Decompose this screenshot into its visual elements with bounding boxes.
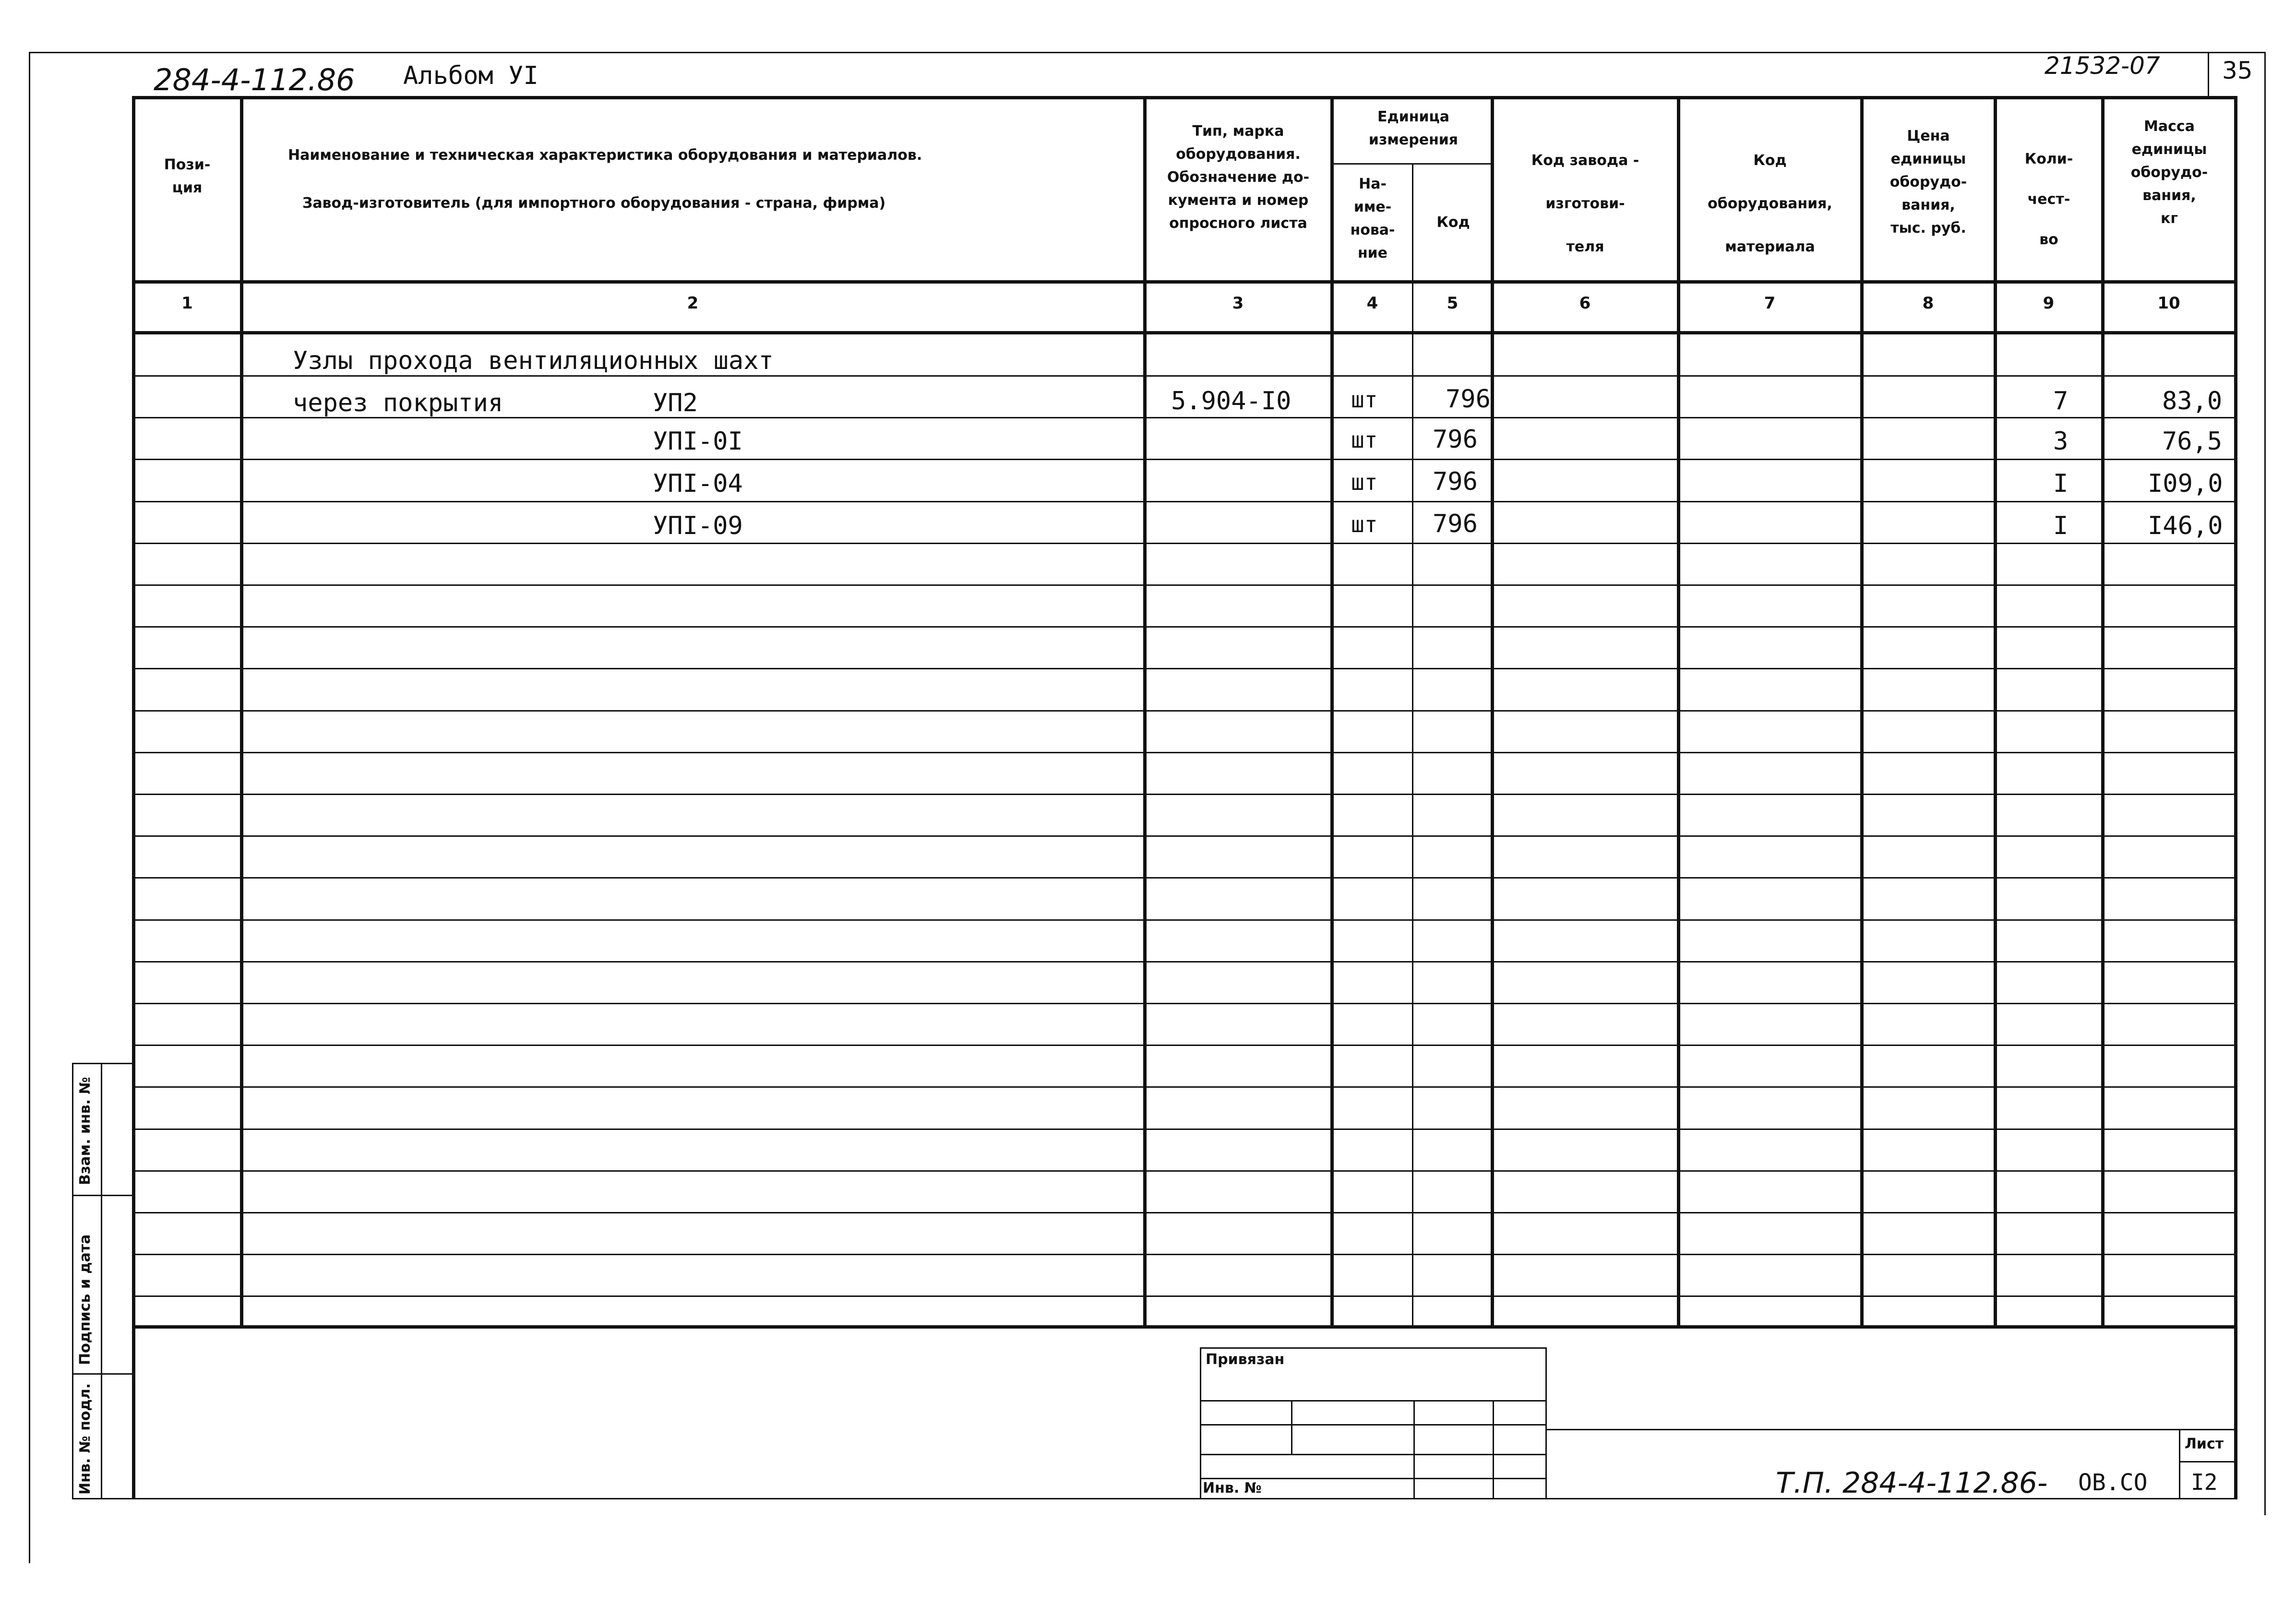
stamp-privyazan-label: Привязан: [1206, 1351, 1285, 1368]
header-c10: Масса единицы оборудо- вания, кг: [2130, 118, 2208, 227]
stamp-col-1: [1291, 1400, 1292, 1454]
row-5-qty: І: [2053, 511, 2069, 540]
side-strip-top: [72, 1063, 132, 1064]
row-3-unit: шт: [1351, 427, 1378, 453]
row-divider: [134, 1086, 2236, 1088]
row-5-mark: УПІ-09: [653, 511, 743, 540]
header-bottom: [132, 280, 2236, 284]
row-3-mark: УПІ-0І: [653, 427, 743, 456]
row-divider: [134, 1003, 2236, 1004]
row-divider: [134, 584, 2236, 586]
row-divider: [134, 710, 2236, 712]
stamp-privyazan-right: [1545, 1347, 1547, 1498]
row-divider: [134, 1295, 2236, 1297]
row-5-mass: І46,0: [2148, 511, 2223, 540]
title-suffix: ОВ.СО: [2078, 1469, 2148, 1496]
numbers-bottom: [132, 331, 2236, 334]
row-divider: [134, 961, 2236, 962]
row-divider: [134, 877, 2236, 879]
unit-group-divider: [1330, 163, 1491, 165]
side-label-vzam: Взам. инв. №: [77, 1077, 94, 1185]
stamp-privyazan-top: [1200, 1347, 1545, 1349]
row-divider: [134, 501, 2236, 502]
table-top: [132, 96, 2236, 99]
list-box-left: [2179, 1429, 2180, 1498]
col-number-7: 7: [1764, 294, 1776, 313]
row-divider: [134, 459, 2236, 460]
col-number-8: 8: [1922, 294, 1934, 313]
doc-code: 284-4-112.86: [154, 62, 355, 97]
row-4-qty: І: [2053, 469, 2069, 498]
side-strip-div2: [72, 1373, 132, 1375]
side-label-podpis: Подпись и дата: [77, 1234, 94, 1365]
list-box-divider: [2179, 1461, 2234, 1462]
title-block-top: [1545, 1429, 2234, 1430]
col-number-3: 3: [1232, 294, 1244, 313]
row-1-name: Узлы прохода вентиляционных шахт: [293, 346, 774, 375]
stamp-inv-label: Инв. №: [1203, 1480, 1262, 1497]
header-c1: Пози- ция: [164, 156, 211, 196]
row-2-name: через покрытия: [293, 389, 503, 417]
frame-left: [29, 52, 30, 1563]
header-c5: Код: [1436, 214, 1470, 231]
header-c3: Тип, марка оборудования. Обозначение до- кумента и номер опросного листа: [1167, 123, 1310, 232]
col-number-2: 2: [687, 294, 699, 313]
row-4-mass: І09,0: [2148, 469, 2223, 498]
sheet-number: 35: [2222, 57, 2253, 84]
header-c2-line1: Наименование и техническая характеристика оборудования и материалов.: [288, 147, 922, 164]
col-number-6: 6: [1579, 294, 1591, 313]
sheet-box-divider: [2208, 52, 2209, 96]
col-number-4: 4: [1366, 294, 1378, 313]
row-divider: [134, 1170, 2236, 1172]
row-2-mass: 83,0: [2162, 387, 2223, 416]
row-3-code: 796: [1433, 425, 1478, 454]
header-c9: Коли- чест- во: [2024, 151, 2073, 248]
col-number-10: 10: [2157, 294, 2180, 313]
row-2-code: 796: [1446, 385, 1491, 414]
row-divider: [134, 543, 2236, 544]
row-divider: [134, 1254, 2236, 1255]
row-divider: [134, 626, 2236, 628]
row-divider: [134, 1212, 2236, 1213]
row-2-qty: 7: [2053, 387, 2069, 416]
stamp-col-2: [1413, 1400, 1415, 1498]
row-divider: [134, 1045, 2236, 1046]
row-divider: [134, 835, 2236, 837]
row-2-unit: шт: [1351, 387, 1378, 413]
archive-number: 21532-07: [2045, 52, 2160, 80]
row-divider: [134, 1129, 2236, 1130]
header-c6: Код завода - изготови- теля: [1531, 152, 1639, 255]
row-4-unit: шт: [1351, 469, 1378, 495]
header-c8: Цена единицы оборудо- вания, тыс. руб.: [1889, 128, 1967, 237]
row-divider: [134, 919, 2236, 921]
col-border-4: [1412, 163, 1413, 1327]
row-2-doc: 5.904-I0: [1171, 387, 1292, 416]
side-strip-mid: [101, 1063, 102, 1499]
header-c7: Код оборудования, материала: [1708, 152, 1832, 255]
row-divider: [134, 668, 2236, 669]
col-number-5: 5: [1447, 294, 1459, 313]
row-5-unit: шт: [1351, 511, 1378, 537]
header-c2-line2: Завод-изготовитель (для импортного оборудования - страна, фирма): [302, 195, 886, 212]
col-border-10: [2234, 96, 2237, 1499]
stamp-col-3: [1493, 1400, 1494, 1498]
row-divider: [134, 794, 2236, 795]
col-number-1: 1: [181, 294, 193, 313]
row-3-qty: 3: [2053, 427, 2069, 456]
stamp-privyazan-left: [1200, 1347, 1201, 1498]
row-divider: [134, 375, 2236, 377]
side-strip-div1: [72, 1195, 132, 1196]
row-2-mark: УП2: [653, 389, 698, 417]
frame-top: [29, 52, 2265, 53]
row-divider: [134, 752, 2236, 753]
list-value: І2: [2191, 1469, 2218, 1495]
header-unit-group: Единица измерения: [1368, 108, 1459, 148]
side-strip-left: [72, 1063, 73, 1499]
header-c4: На- име- нова- ние: [1350, 176, 1395, 261]
row-4-mark: УПІ-04: [653, 469, 743, 498]
col-number-9: 9: [2043, 294, 2055, 313]
title-code: Т.П. 284-4-112.86-: [1776, 1466, 2048, 1500]
row-3-mass: 76,5: [2162, 427, 2223, 456]
frame-right: [2264, 52, 2266, 1515]
album-label: Альбом УІ: [403, 61, 538, 90]
list-label: Лист: [2185, 1436, 2224, 1452]
side-label-inv: Инв. № подл.: [77, 1383, 94, 1495]
table-bottom: [132, 1325, 2236, 1329]
row-5-code: 796: [1433, 510, 1478, 538]
row-4-code: 796: [1433, 467, 1478, 496]
